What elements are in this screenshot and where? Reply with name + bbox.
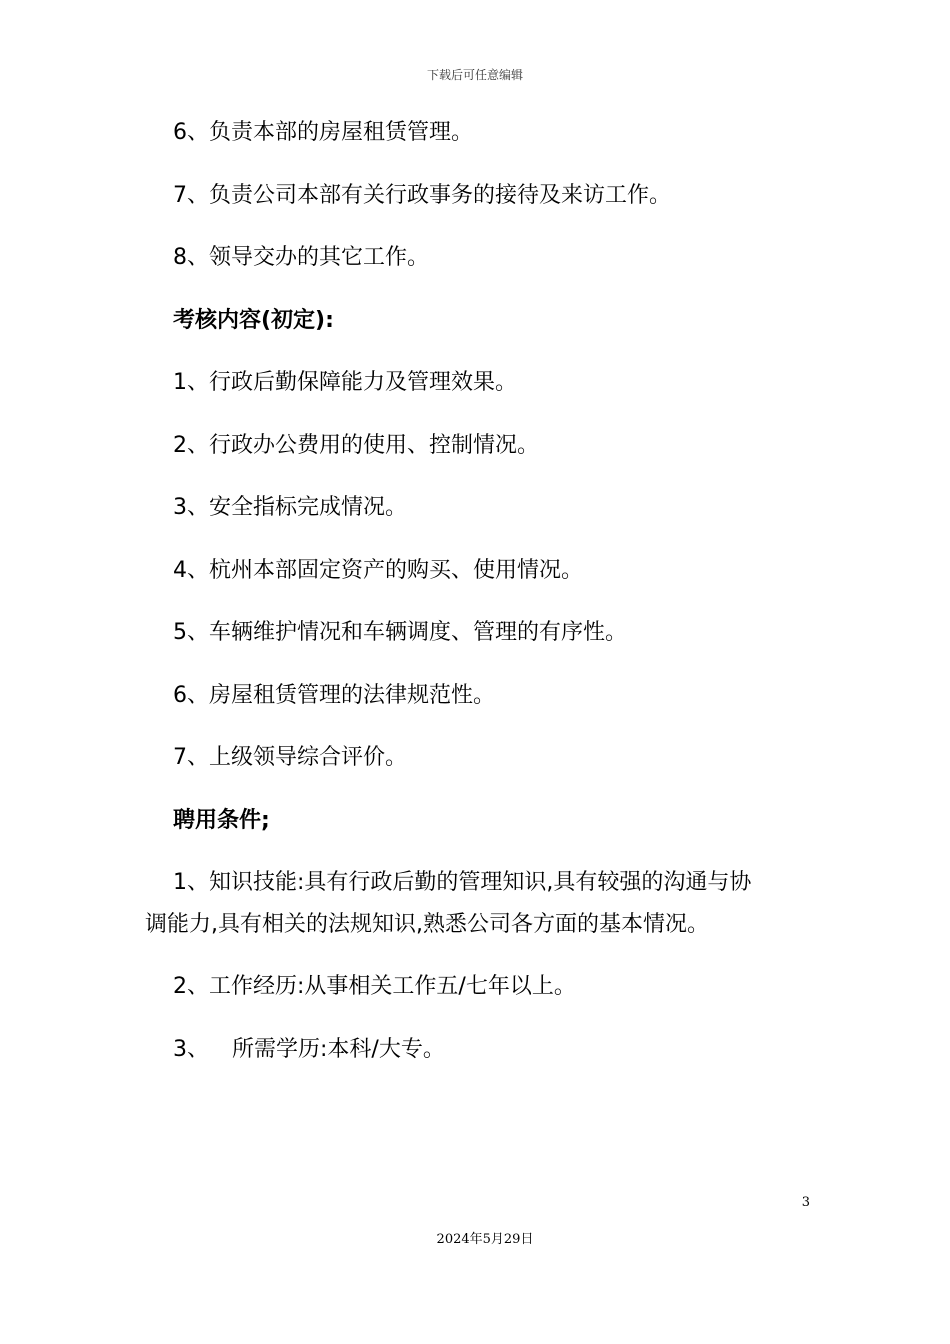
duty-item-7: 7、负责公司本部有关行政事务的接待及来访工作。	[173, 183, 671, 208]
page-header: 下载后可任意编辑	[426, 68, 523, 82]
assessment-item: 6、房屋租赁管理的法律规范性。	[173, 683, 495, 708]
condition-item-2: 2、工作经历:从事相关工作五/七年以上。	[173, 974, 576, 999]
footer-date: 2024年5月29日	[436, 1232, 534, 1247]
condition-item-3-number: 3、	[173, 1037, 209, 1062]
assessment-item: 4、杭州本部固定资产的购买、使用情况。	[173, 558, 583, 583]
page-number: 3	[801, 1195, 810, 1210]
duty-item-8: 8、领导交办的其它工作。	[173, 245, 429, 270]
conditions-heading: 聘用条件;	[173, 808, 270, 833]
condition-item-3	[173, 1035, 445, 1065]
assessment-item: 7、上级领导综合评价。	[173, 745, 407, 770]
assessment-item: 2、行政办公费用的使用、控制情况。	[173, 433, 539, 458]
condition-item-1-line-2: 调能力,具有相关的法规知识,熟悉公司各方面的基本情况。	[145, 912, 709, 937]
assessment-heading: 考核内容(初定):	[173, 308, 334, 333]
assessment-item: 5、车辆维护情况和车辆调度、管理的有序性。	[173, 620, 627, 645]
assessment-item: 3、安全指标完成情况。	[173, 495, 407, 520]
condition-item-3-text: 所需学历:本科/大专。	[232, 1037, 445, 1062]
assessment-item: 1、行政后勤保障能力及管理效果。	[173, 370, 517, 395]
condition-item-1-line-1: 1、知识技能:具有行政后勤的管理知识,具有较强的沟通与协	[173, 870, 752, 895]
duty-item-6: 6、负责本部的房屋租赁管理。	[173, 120, 473, 145]
